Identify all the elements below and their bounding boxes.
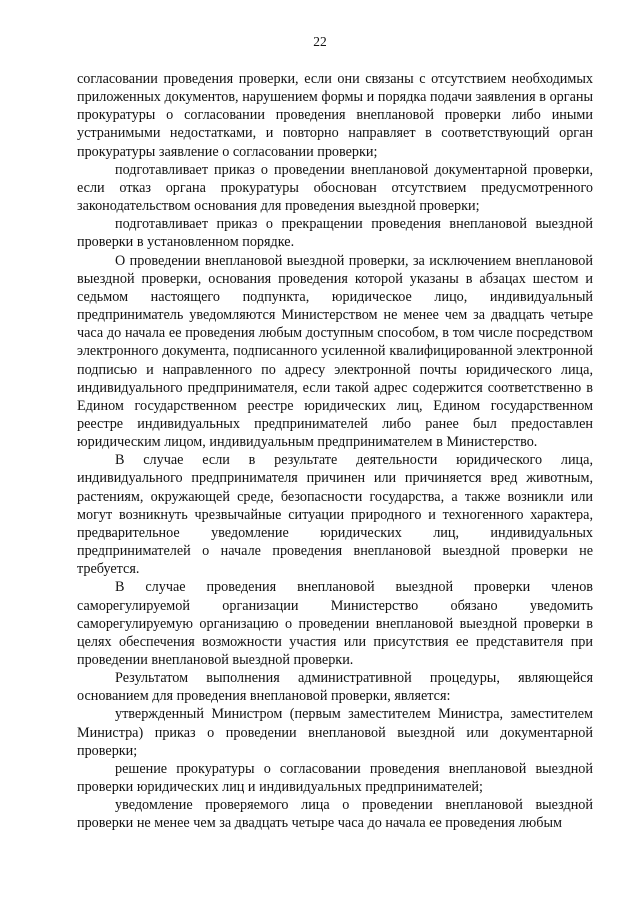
paragraph-6: В случае проведения внеплановой выездной проверки членов саморегулируемой организации Министерство обязано уведомить саморегулируемую организацию о проведении внеплановой выездной проверки в целях обеспечения возможности участия или присутствия ее представителя при проведении внеплановой выездной проверки. [77, 579, 593, 668]
paragraph-8: утвержденный Министром (первым заместителем Министра, заместителем Министра) приказ о проведении внеплановой выездной или документарной проверки; [77, 706, 593, 759]
page-number: 22 [313, 34, 327, 49]
document-body [77, 70, 593, 833]
paragraph-9: решение прокуратуры о согласовании проведения внеплановой выездной проверки юридических лиц и индивидуальных предпринимателей; [77, 760, 593, 796]
paragraph-7: Результатом выполнения административной процедуры, являющейся основанием для проведения внеплановой проверки, является: [77, 670, 593, 705]
paragraph-1: согласовании проведения проверки, если они связаны с отсутствием необходимых приложенных документов, нарушением формы и порядка подачи заявления в органы прокуратуры о согласовании проведения внеплановой проверки либо иными устранимыми недостатками, и повторно направляет в соответствующий орган прокуратуры заявление о согласовании проверки; [77, 71, 593, 160]
paragraph-2: подготавливает приказ о проведении внеплановой документарной проверки, если отказ органа прокуратуры обоснован отсутствием предусмотренного законодательством основания для проведения выездной проверки; [77, 161, 593, 215]
paragraph-10: уведомление проверяемого лица о проведении внеплановой выездной проверки не менее чем за двадцать четыре часа до начала ее проведения любым [77, 797, 593, 832]
paragraph-5: В случае если в результате деятельности юридического лица, индивидуального предпринимателя причинен или причиняется вред животным, растениям, окружающей среде, безопасности государства, а также возникли или могут возникнуть чрезвычайные ситуации природного и техногенного характера, предварительное уведомление юридических лиц, индивидуальных предпринимателей о начале проведения внеплановой выездной проверки не требуется. [77, 452, 593, 578]
paragraph-3: подготавливает приказ о прекращении проведения внеплановой выездной проверки в установленном порядке. [77, 216, 593, 251]
paragraph-4: О проведении внеплановой выездной проверки, за исключением внеплановой выездной проверки, основания проведения которой указаны в абзацах шестом и седьмом настоящего подпункта, юридическое лицо, индивидуальный предприниматель уведомляются Министерством не менее чем за двадцать четыре часа до начала ее проведения любым доступным способом, в том числе посредством электронного документа, подписанного усиленной квалифицированной электронной подписью и направленного по адресу электронной почты юридического лица, индивидуального предпринимателя, если такой адрес содержится соответственно в Едином государственном реестре юридических лиц, Едином государственном реестре индивидуальных предпринимателей либо ранее был предоставлен юридическим лицом, индивидуальным предпринимателем в Министерство. [77, 252, 593, 451]
